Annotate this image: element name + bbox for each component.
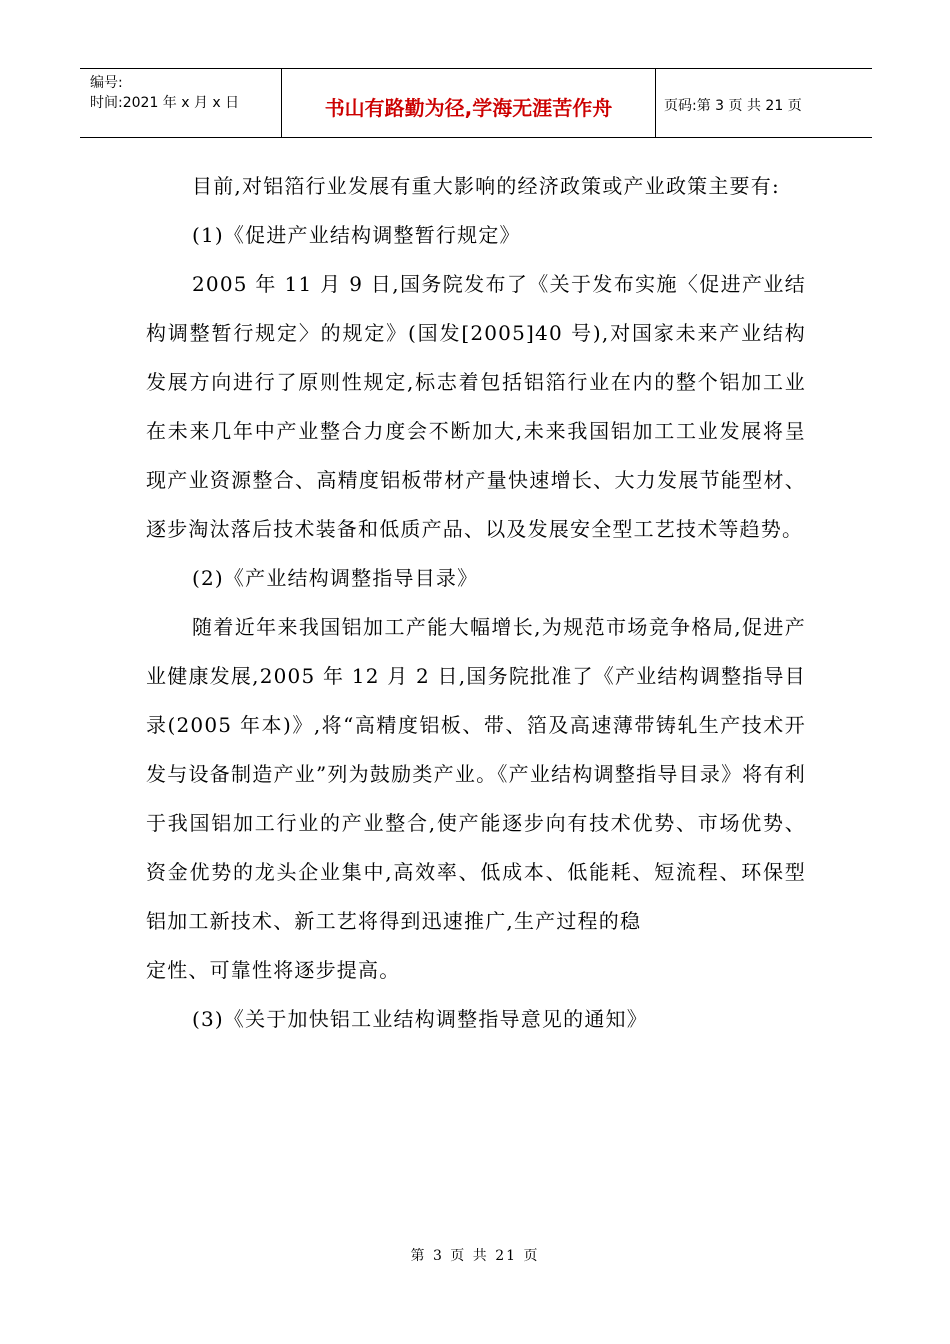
header-meta (80, 69, 282, 137)
document-body (146, 162, 806, 1044)
section-heading-1: (1)《促进产业结构调整暂行规定》 (192, 223, 521, 247)
section-heading-3: (3)《关于加快铝工业结构调整指导意见的通知》 (192, 1007, 648, 1031)
paragraph-section-2: 随着近年来我国铝加工产能大幅增长,为规范市场竞争格局,促进产业健康发展,2005 年 12 月 2 日,国务院批准了《产业结构调整指导目录(2005 年本)》,将“高精度铝板、带、箔及高速薄带铸轧生产技术开发与设备制造产业”列为鼓励类产业。《产业结构调整指导目录》将有利于我国铝加工行业的产业整合,使产能逐步向有技术优势、市场优势、资金优势的龙头企业集中,高效率、低成本、低能耗、短流程、环保型铝加工新技术、新工艺将得到迅速推广,生产过程的稳 (146, 615, 806, 933)
header-motto: 书山有路勤为径,学海无涯苦作舟 (282, 69, 656, 137)
section-heading-2: (2)《产业结构调整指导目录》 (192, 566, 479, 590)
number-label: 编号: (90, 75, 123, 91)
paragraph-intro: 目前,对铝箔行业发展有重大影响的经济政策或产业政策主要有: (192, 174, 780, 198)
paragraph-section-2-continued: 定性、可靠性将逐步提高。 (146, 958, 401, 982)
paragraph-section-1: 2005 年 11 月 9 日,国务院发布了《关于发布实施〈促进产业结构调整暂行规定〉的规定》(国发[2005]40 号),对国家未来产业结构发展方向进行了原则性规定,标志着包括铝箔行业在内的整个铝加工业在未来几年中产业整合力度会不断加大,未来我国铝加工工业发展将呈现产业资源整合、高精度铝板带材产量快速增长、大力发展节能型材、逐步淘汰落后技术装备和低质产品、以及发展安全型工艺技术等趋势。 (146, 272, 806, 541)
page-footer: 第 3 页 共 21 页 (410, 1248, 540, 1264)
header-page-info: 页码:第 3 页 共 21 页 (664, 98, 802, 114)
document-header (80, 68, 872, 138)
date-label: 时间:2021 年 x 月 x 日 (90, 95, 240, 111)
